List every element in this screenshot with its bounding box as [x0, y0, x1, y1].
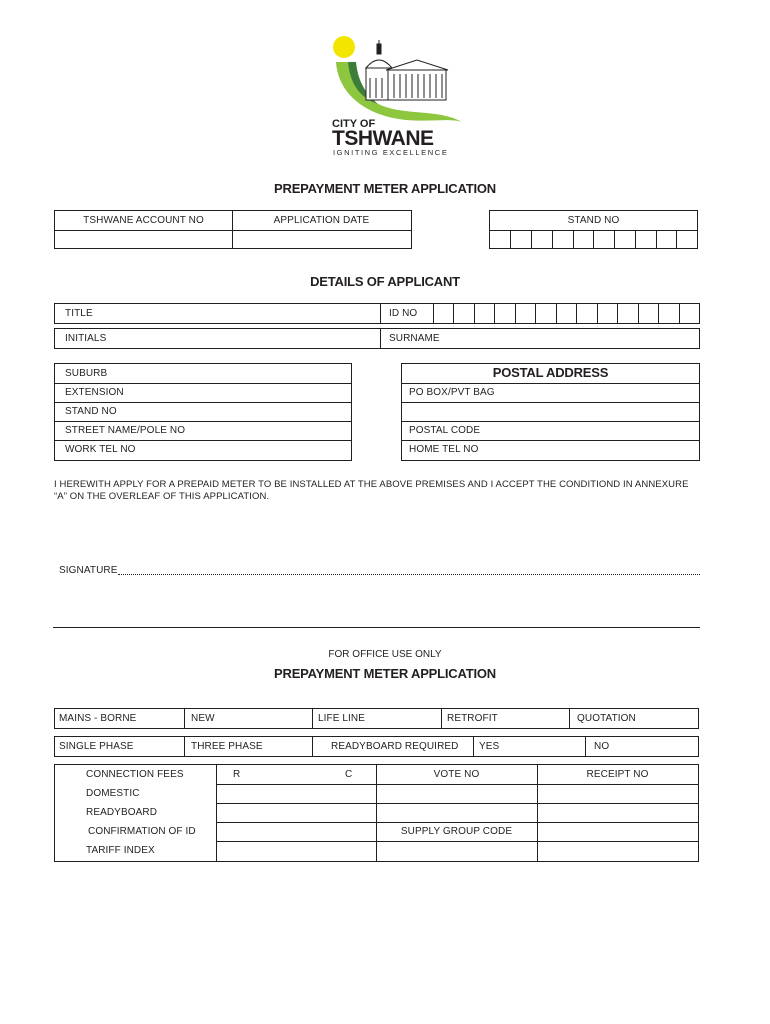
- domestic-label: DOMESTIC: [86, 788, 140, 799]
- home-tel-label: HOME TEL NO: [409, 444, 479, 455]
- office-title: PREPAYMENT METER APPLICATION: [274, 666, 496, 681]
- no-option[interactable]: NO: [594, 741, 610, 752]
- details-heading: DETAILS OF APPLICANT: [310, 274, 460, 289]
- declaration-line-1: I HEREWITH APPLY FOR A PREPAID METER TO BE INSTALLED AT THE ABOVE PREMISES AND I ACCEPT THE CONDITIOND IN ANNEXURE: [54, 479, 689, 490]
- application-date-field[interactable]: [233, 231, 411, 249]
- postal-address-heading: POSTAL ADDRESS: [492, 365, 609, 380]
- new-option[interactable]: NEW: [191, 713, 215, 724]
- stand-no-field[interactable]: [490, 231, 697, 249]
- building-icon: [366, 40, 448, 100]
- postal-code-label: POSTAL CODE: [409, 425, 481, 436]
- street-label: STREET NAME/POLE NO: [65, 425, 186, 436]
- connection-fees-label: CONNECTION FEES: [86, 769, 184, 780]
- account-no-field[interactable]: [55, 231, 232, 249]
- address-stand-no-label: STAND NO: [65, 406, 117, 417]
- surname-label: SURNAME: [389, 333, 440, 344]
- stand-no-table: [489, 210, 698, 249]
- city-hall-emblem: [326, 34, 466, 126]
- readyboard-label: READYBOARD: [86, 807, 158, 818]
- declaration-line-2: “A” ON THE OVERLEAF OF THIS APPLICATION.: [54, 491, 270, 502]
- account-date-table: [54, 210, 412, 249]
- readyboard-required-label: READYBOARD REQUIRED: [331, 741, 459, 752]
- tariff-index-label: TARIFF INDEX: [86, 845, 155, 856]
- retrofit-option[interactable]: RETROFIT: [447, 713, 498, 724]
- id-no-label: ID NO: [389, 308, 418, 319]
- logo-tshwane: TSHWANE: [332, 127, 434, 150]
- office-use-label: FOR OFFICE USE ONLY: [328, 649, 442, 660]
- phase-row: [54, 736, 699, 757]
- stand-no-label: STAND NO: [567, 215, 620, 226]
- confirmation-id-label: CONFIRMATION OF ID: [88, 826, 196, 837]
- supply-group-code-label: SUPPLY GROUP CODE: [400, 826, 513, 837]
- logo-city-of: CITY OF: [332, 118, 376, 130]
- fees-table: [54, 764, 699, 862]
- signature-label: SIGNATURE: [59, 565, 118, 576]
- physical-address-table: [54, 363, 352, 461]
- city-logo: [0, 0, 770, 165]
- suburb-label: SUBURB: [65, 368, 108, 379]
- receipt-no-label: RECEIPT NO: [586, 769, 649, 780]
- mains-borne-option[interactable]: MAINS - BORNE: [59, 713, 137, 724]
- logo-tagline: IGNITING EXCELLENCE: [333, 148, 449, 157]
- po-box-label: PO BOX/PVT BAG: [409, 387, 495, 398]
- id-no-field[interactable]: [433, 304, 700, 323]
- extension-label: EXTENSION: [65, 387, 124, 398]
- account-no-label: TSHWANE ACCOUNT NO: [83, 215, 204, 226]
- form-title: PREPAYMENT METER APPLICATION: [274, 181, 496, 196]
- title-id-row: [54, 303, 700, 324]
- life-line-option[interactable]: LIFE LINE: [318, 713, 366, 724]
- single-phase-option[interactable]: SINGLE PHASE: [59, 741, 134, 752]
- three-phase-option[interactable]: THREE PHASE: [191, 741, 263, 752]
- office-divider: [53, 627, 700, 628]
- signature-line[interactable]: [118, 574, 700, 575]
- initials-surname-row: [54, 328, 700, 349]
- meter-type-row: [54, 708, 699, 729]
- yes-option[interactable]: YES: [479, 741, 500, 752]
- vote-no-label: VOTE NO: [433, 769, 480, 780]
- rand-label: R: [233, 769, 241, 780]
- initials-label: INITIALS: [65, 333, 107, 344]
- work-tel-label: WORK TEL NO: [65, 444, 136, 455]
- postal-address-table: [401, 363, 700, 461]
- cents-label: C: [345, 769, 353, 780]
- sun-circle: [333, 36, 355, 58]
- title-label: TITLE: [65, 308, 93, 319]
- application-date-label: APPLICATION DATE: [273, 215, 370, 226]
- quotation-option[interactable]: QUOTATION: [577, 713, 636, 724]
